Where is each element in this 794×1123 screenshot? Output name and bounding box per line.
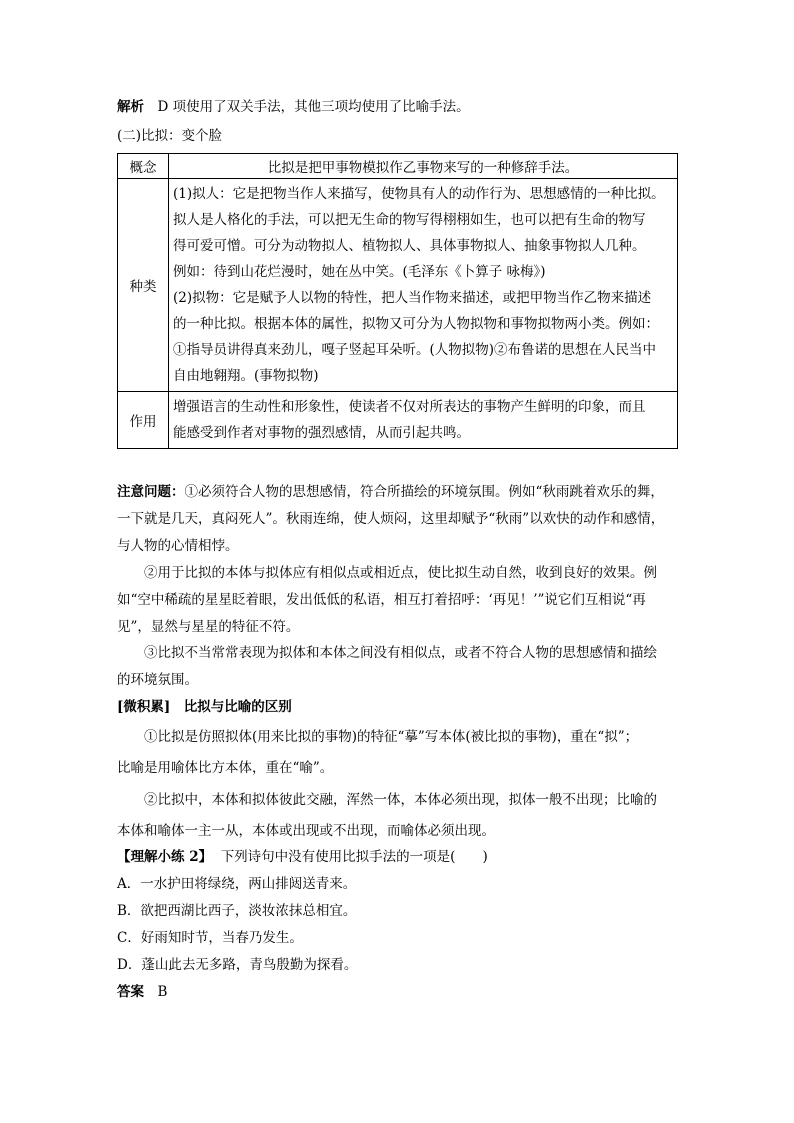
cell-line: 例如：待到山花烂漫时，她在丛中笑。(毛泽东《卜算子 咏梅》) [173, 264, 546, 280]
text-line: 见”，显然与星星的特征不符。 [117, 619, 300, 635]
cell-line: (1)拟人：它是把物当作人来描写，使物具有人的动作行为、思想感情的一种比拟。 [173, 186, 665, 202]
cell-line: 得可爱可憎。可分为动物拟人、植物拟人、具体事物拟人、抽象事物拟人几种。 [173, 238, 646, 254]
cell-line: 的一种比拟。根据本体的属性，拟物又可分为人物拟物和事物拟物两小类。例如： [173, 316, 659, 332]
cell-line: 自由地翱翔。(事物拟物) [173, 368, 319, 384]
analysis-label: 解析 [117, 99, 144, 115]
answer-label: 答案 [117, 984, 144, 1000]
option-a: A．一水护田将绿绕，两山排闼送青来。 [117, 876, 357, 892]
text-line: 本体和喻体一主一从，本体或出现或不出现，而喻体必须出现。 [117, 823, 495, 839]
cell-line: (2)拟物：它是赋予人以物的特性，把人当作物来描述，或把甲物当作乙物来描述 [173, 290, 652, 306]
analysis-text: D 项使用了双关手法，其他三项均使用了比喻手法。 [157, 99, 470, 115]
notes-label: 注意问题： [117, 484, 185, 500]
option-c: C．好雨知时节，当春乃发生。 [117, 930, 303, 946]
text-line: ①比拟是仿照拟体(用来比拟的事物)的特征“摹”写本体(被比拟的事物)，重在“拟”； [144, 729, 639, 745]
text-line: ②用于比拟的本体与拟体应有相似点或相近点，使比拟生动自然，收到良好的效果。例 [144, 565, 657, 581]
table-cell [169, 154, 678, 179]
table-cell [169, 179, 678, 392]
exercise-label: 【理解小练 2】 [117, 849, 213, 865]
concept-table [117, 153, 678, 449]
section-title: (二)比拟：变个脸 [117, 128, 223, 144]
text-line: 与人物的心情相悖。 [117, 538, 239, 554]
notes-paragraph-1 [117, 479, 677, 560]
text-line: ③比拟不当常常表现为拟体和本体之间没有相似点，或者不符合人物的思想感情和描绘 [144, 645, 657, 661]
table-row [118, 154, 678, 179]
cell-text: 比拟是把甲事物模拟作乙事物来写的一种修辞手法。 [267, 160, 579, 176]
cell-line: ①指导员讲得真来劲儿，嘎子竖起耳朵听。(人物拟物)②布鲁诺的思想在人民当中 [173, 342, 657, 358]
exercise-question [117, 848, 488, 866]
answer-line [117, 983, 167, 1001]
text-line: ①必须符合人物的思想感情，符合所描绘的环境氛围。例如“秋雨跳着欢乐的舞， [184, 484, 664, 500]
table-cell [169, 392, 678, 449]
row-header: 概念 [118, 154, 169, 179]
option-b: B．欲把西湖比西子，淡妆浓抹总相宜。 [117, 903, 357, 919]
text-line: 比喻是用喻体比方本体，重在“喻”。 [117, 760, 334, 776]
cell-line: 增强语言的生动性和形象性，使读者不仅对所表达的事物产生鲜明的印象，而且 [173, 399, 646, 415]
table-row [118, 179, 678, 392]
text-line: 的环境氛围。 [117, 672, 198, 688]
cell-line: 能感受到作者对事物的强烈感情，从而引起共鸣。 [173, 425, 470, 441]
analysis-line [117, 98, 470, 116]
micro-paragraph-2 [117, 785, 677, 847]
notes-paragraph-3 [117, 640, 677, 694]
text-line: 如“空中稀疏的星星眨着眼，发出低低的私语，相互打着招呼：‘再见！’”说它们互相说“再 [117, 592, 646, 608]
micro-paragraph-1 [117, 722, 677, 784]
micro-title: [微积累] 比拟与比喻的区别 [117, 699, 292, 715]
answer-value: B [157, 984, 168, 1000]
text-line: 一下就是几天，真闷死人”。秋雨连绵，使人烦闷，这里却赋予“秋雨”以欢快的动作和感情， [117, 511, 665, 527]
notes-paragraph-2 [117, 560, 677, 641]
cell-line: 拟人是人格化的手法，可以把无生命的物写得栩栩如生，也可以把有生命的物写 [173, 212, 646, 228]
question-text: 下列诗句中没有使用比拟手法的一项是( ) [220, 849, 488, 865]
row-header: 作用 [118, 392, 169, 449]
table-row [118, 392, 678, 449]
text-line: ②比拟中，本体和拟体彼此交融，浑然一体，本体必须出现，拟体一般不出现；比喻的 [144, 792, 657, 808]
option-d: D．蓬山此去无多路，青鸟殷勤为探看。 [117, 957, 358, 973]
row-header: 种类 [118, 179, 169, 392]
